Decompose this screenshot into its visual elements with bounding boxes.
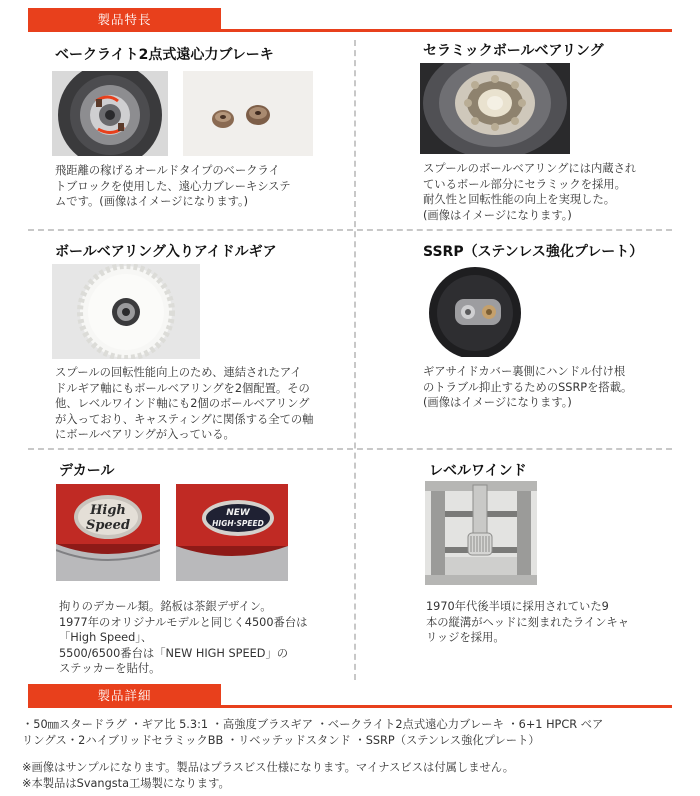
ssrp-image xyxy=(423,265,525,357)
text-line: 耐久性と回転性能の向上を実現した。 xyxy=(423,193,616,207)
text-line: ステッカーを貼付。 xyxy=(59,662,161,676)
feature-title-level-wind: レベルワインド xyxy=(429,463,527,479)
section-header-details xyxy=(28,684,672,708)
row-divider-2 xyxy=(28,448,672,450)
section-tab-features: 製品特長 xyxy=(28,8,221,32)
text-line: ギアサイドカバー裏側にハンドル付け根 xyxy=(423,365,626,378)
text-line: スプールのボールベアリングには内蔵され xyxy=(423,162,637,175)
idle-gear-image xyxy=(52,264,200,359)
feature-text-brake xyxy=(55,163,345,210)
text-line: 本の縦溝がヘッドに刻まれたラインキャ xyxy=(426,615,630,629)
text-line: にボールベアリングが入っている。 xyxy=(55,428,235,442)
decal-text-new: NEW xyxy=(226,508,250,518)
feature-title-brake: ベークライト2点式遠心力ブレーキ xyxy=(55,47,274,63)
brake-drum-photo xyxy=(52,71,168,156)
feature-title-ceramic-bearing: セラミックボールベアリング xyxy=(423,43,604,59)
text-line: ているボール部分にセラミックを採用。 xyxy=(423,177,626,191)
feature-text-level-wind xyxy=(426,599,676,646)
level-wind-image xyxy=(425,481,537,585)
product-details xyxy=(22,717,678,749)
details-line: ・50㎜スタードラグ ・ギア比 5.3:1 ・高強度ブラスギア ・ベークライト2点式遠心力ブレーキ ・6+1 HPCR ベア xyxy=(22,718,604,731)
feature-text-idle-gear xyxy=(55,365,350,443)
ceramic-bearing-image xyxy=(420,63,570,154)
product-notes xyxy=(22,760,678,792)
decal-new-high-speed-photo xyxy=(176,484,288,581)
brake-blocks-photo xyxy=(183,71,313,156)
level-wind-photo xyxy=(425,481,537,585)
text-line: のトラブル抑止するためのSSRPを搭載。 xyxy=(423,380,633,394)
brake-drum-image xyxy=(52,71,168,156)
text-line: が入っており、キャスティングに関係する全ての軸 xyxy=(55,412,314,426)
text-line: ドルギア軸にもボールベアリングを2個配置。その xyxy=(55,381,310,395)
decal-high-speed-photo xyxy=(56,484,160,581)
ssrp-photo xyxy=(423,265,525,357)
text-line: (画像はイメージになります。) xyxy=(423,396,572,410)
decal-high-speed-image xyxy=(56,484,160,581)
feature-text-ssrp xyxy=(423,364,673,411)
decal-new-high-speed-image xyxy=(176,484,288,581)
note-line: ※本製品はSvangsta工場製になります。 xyxy=(22,776,230,790)
row-divider-1 xyxy=(28,229,672,231)
text-line: 1970年代後半頃に採用されていた9 xyxy=(426,600,609,613)
text-line: リッジを採用。 xyxy=(426,631,505,645)
feature-title-ssrp: SSRP（ステンレス強化プレート） xyxy=(423,244,644,260)
ceramic-bearing-photo xyxy=(420,63,570,154)
text-line: 他、レベルワインド軸にも2個のボールベアリング xyxy=(55,397,310,411)
feature-title-idle-gear: ボールベアリング入りアイドルギア xyxy=(55,244,277,260)
section-rule xyxy=(221,705,672,708)
decal-text-speed: Speed xyxy=(85,518,131,533)
section-header-features xyxy=(28,8,672,32)
text-line: スプールの回転性能向上のため、連結されたアイ xyxy=(55,366,302,379)
note-line: ※画像はサンプルになります。製品はプラスビス仕様になります。マイナスビスは付属しません。 xyxy=(22,761,515,774)
text-line: トブロックを使用した、遠心力ブレーキシステ xyxy=(55,179,291,193)
vertical-divider xyxy=(354,40,356,680)
brake-blocks-image xyxy=(183,71,313,156)
text-line: 1977年のオリジナルモデルと同じく4500番台は xyxy=(59,615,308,629)
section-tab-details: 製品詳細 xyxy=(28,684,221,708)
details-line: リングス・2ハイブリッドセラミックBB ・リベッテッドスタンド ・SSRP（ステンレス強化プレート） xyxy=(22,733,540,747)
text-line: 飛距離の稼げるオールドタイプのベークライ xyxy=(55,164,280,177)
text-line: 拘りのデカール類。銘板は茶銀デザイン。 xyxy=(59,600,272,613)
text-line: 「High Speed」、 xyxy=(59,631,153,645)
text-line: ムです。(画像はイメージになります。) xyxy=(55,195,249,209)
feature-text-ceramic-bearing xyxy=(423,161,673,223)
section-rule xyxy=(221,29,672,32)
decal-text-high-speed: HIGH·SPEED xyxy=(212,519,264,528)
feature-text-decal xyxy=(59,599,349,677)
text-line: (画像はイメージになります。) xyxy=(423,208,572,222)
idle-gear-photo xyxy=(52,264,200,359)
decal-text-high: High xyxy=(90,503,126,518)
text-line: 5500/6500番台は「NEW HIGH SPEED」の xyxy=(59,646,289,660)
feature-title-decal: デカール xyxy=(59,463,115,479)
